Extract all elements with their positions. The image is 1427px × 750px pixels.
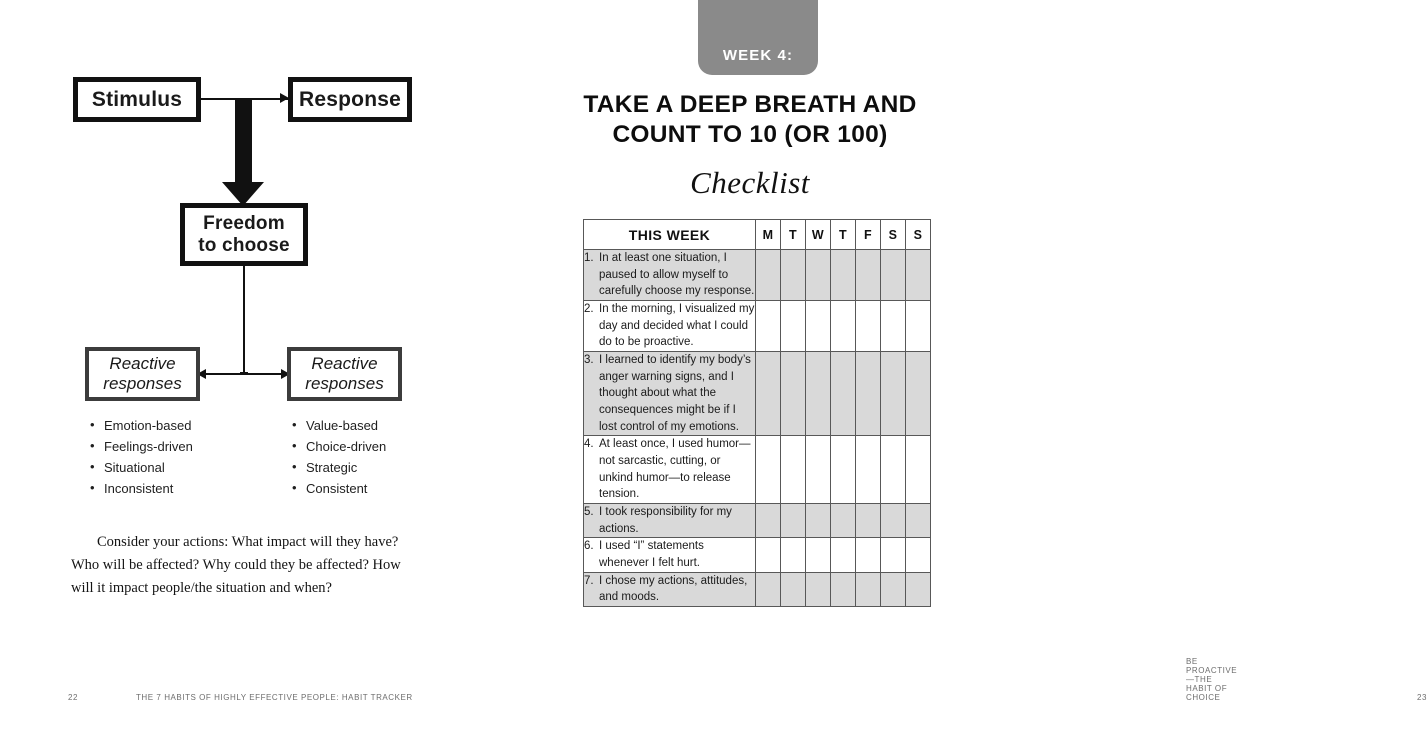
- checklist-table-wrapper: [583, 219, 931, 607]
- diagram-box-reactive-responses-left: [85, 347, 200, 401]
- page-title: [530, 90, 970, 150]
- checklist-table-head: [584, 220, 931, 250]
- diagram-box-freedom-label-line2: to choose: [198, 234, 290, 256]
- checklist-task-number: 2.: [584, 303, 594, 316]
- checklist-day-checkbox-cell[interactable]: [831, 436, 856, 504]
- checklist-header-day: S: [906, 220, 931, 250]
- checklist-day-checkbox-cell[interactable]: [906, 352, 931, 436]
- checklist-day-checkbox-cell[interactable]: [906, 504, 931, 538]
- checklist-task-text: I learned to identify my body’s anger warning signs, and I thought about what the consequences might be if I lost control of my emotions.: [599, 354, 751, 433]
- diagram-box-freedom-to-choose: [180, 203, 308, 266]
- checklist-task-number: 7.: [584, 574, 594, 587]
- diagram-box-response-label: Response: [299, 87, 401, 111]
- checklist-day-checkbox-cell[interactable]: [881, 352, 906, 436]
- checklist-day-checkbox-cell[interactable]: [906, 301, 931, 352]
- bullet-list-left: [90, 415, 193, 499]
- checklist-day-checkbox-cell[interactable]: [881, 572, 906, 606]
- checklist-task-text: I chose my actions, attitudes, and moods.: [599, 574, 748, 604]
- table-row: [584, 301, 931, 352]
- bullet-item: • Feelings-driven: [90, 436, 193, 457]
- checklist-day-checkbox-cell[interactable]: [781, 301, 806, 352]
- checklist-day-checkbox-cell[interactable]: [881, 436, 906, 504]
- checklist-task-number: 3.: [584, 354, 594, 367]
- checklist-task-number: 5.: [584, 506, 594, 519]
- checklist-task-cell: [584, 436, 756, 504]
- bullet-item: • Choice-driven: [292, 436, 386, 457]
- bullet-item: • Emotion-based: [90, 415, 193, 436]
- checklist-day-checkbox-cell[interactable]: [806, 352, 831, 436]
- checklist-header-day: M: [756, 220, 781, 250]
- checklist-day-checkbox-cell[interactable]: [756, 436, 781, 504]
- week-badge: [698, 0, 818, 75]
- checklist-header-day: S: [881, 220, 906, 250]
- bullet-item: • Consistent: [292, 478, 386, 499]
- checklist-day-checkbox-cell[interactable]: [856, 436, 881, 504]
- checklist-task-cell: [584, 352, 756, 436]
- page-title-line1: TAKE A DEEP BREATH AND: [583, 91, 917, 118]
- bullet-list-right: [292, 415, 386, 499]
- checklist-header-day: T: [831, 220, 856, 250]
- checklist-task-number: 6.: [584, 540, 594, 553]
- checklist-header-day: F: [856, 220, 881, 250]
- footer-chapter-title: BE PROACTIVE—THE HABIT OF CHOICE: [1186, 657, 1238, 702]
- checklist-day-checkbox-cell[interactable]: [756, 301, 781, 352]
- checklist-day-checkbox-cell[interactable]: [756, 504, 781, 538]
- checklist-day-checkbox-cell[interactable]: [756, 538, 781, 572]
- diagram-box-freedom-label-line1: Freedom: [203, 212, 285, 234]
- footer-page-number-left: 22: [68, 693, 78, 702]
- diagram-box-stimulus: [73, 77, 201, 122]
- checklist-day-checkbox-cell[interactable]: [756, 572, 781, 606]
- thick-arrow-shaft: [235, 99, 252, 187]
- right-page: [500, 0, 1427, 750]
- checklist-header-task: THIS WEEK: [584, 220, 756, 250]
- diagram-box-reactive-right-line1: Reactive: [311, 354, 378, 374]
- checklist-task-number: 1.: [584, 252, 594, 264]
- diagram-box-reactive-responses-right: [287, 347, 402, 401]
- checklist-day-checkbox-cell[interactable]: [781, 352, 806, 436]
- body-paragraph: Consider your actions: What impact will they have? Who will be affected? Why could they be affected? How will it impact people/the situation and when?: [71, 533, 401, 597]
- checklist-day-checkbox-cell[interactable]: [806, 538, 831, 572]
- checklist-day-checkbox-cell[interactable]: [756, 352, 781, 436]
- checklist-day-checkbox-cell[interactable]: [856, 250, 881, 301]
- checklist-task-number: 4.: [584, 438, 594, 451]
- checklist-day-checkbox-cell[interactable]: [881, 538, 906, 572]
- checklist-day-checkbox-cell[interactable]: [906, 436, 931, 504]
- diagram-box-stimulus-label: Stimulus: [91, 87, 183, 111]
- bullet-item: • Strategic: [292, 457, 386, 478]
- checklist-day-checkbox-cell[interactable]: [831, 572, 856, 606]
- checklist-day-checkbox-cell[interactable]: [781, 538, 806, 572]
- checklist-day-checkbox-cell[interactable]: [831, 250, 856, 301]
- diagram-box-response: [288, 77, 412, 122]
- table-row: [584, 436, 931, 504]
- checklist-day-checkbox-cell[interactable]: [856, 538, 881, 572]
- checklist-task-text: I used “I” statements whenever I felt hurt.: [599, 540, 704, 570]
- table-row: [584, 572, 931, 606]
- checklist-day-checkbox-cell[interactable]: [881, 504, 906, 538]
- checklist-day-checkbox-cell[interactable]: [831, 538, 856, 572]
- checklist-task-cell: [584, 572, 756, 606]
- checklist-day-checkbox-cell[interactable]: [831, 504, 856, 538]
- checklist-day-checkbox-cell[interactable]: [856, 352, 881, 436]
- diagram-box-reactive-left-line1: Reactive: [109, 354, 176, 374]
- checklist-day-checkbox-cell[interactable]: [856, 301, 881, 352]
- connector-freedom-down: [243, 266, 245, 374]
- bullet-item: • Inconsistent: [90, 478, 193, 499]
- checklist-task-text: In the morning, I visualized my day and decided what I could do to be proactive.: [599, 303, 755, 349]
- checklist-task-text: At least once, I used humor—not sarcastic, cutting, or unkind humor—to release tension.: [599, 438, 751, 501]
- checklist-day-checkbox-cell[interactable]: [781, 250, 806, 301]
- week-badge-label: WEEK 4:: [722, 47, 794, 64]
- checklist-task-cell: [584, 538, 756, 572]
- checklist-task-cell: [584, 301, 756, 352]
- checklist-day-checkbox-cell[interactable]: [756, 250, 781, 301]
- checklist-day-checkbox-cell[interactable]: [806, 250, 831, 301]
- checklist-table: [583, 219, 931, 607]
- diagram-box-reactive-left-line2: responses: [103, 374, 182, 393]
- checklist-day-checkbox-cell[interactable]: [856, 504, 881, 538]
- page-title-line2: COUNT TO 10 (OR 100): [612, 120, 888, 148]
- left-page: [0, 0, 500, 750]
- checklist-day-checkbox-cell[interactable]: [806, 301, 831, 352]
- footer-page-number-right: 23: [1417, 693, 1427, 702]
- checklist-day-checkbox-cell[interactable]: [806, 436, 831, 504]
- footer-book-title: THE 7 HABITS OF HIGHLY EFFECTIVE PEOPLE: HABIT TRACKER: [136, 693, 413, 702]
- checklist-day-checkbox-cell[interactable]: [856, 572, 881, 606]
- checklist-task-text: I took responsibility for my actions.: [599, 506, 732, 535]
- section-heading-checklist: Checklist: [690, 165, 810, 200]
- checklist-task-text: In at least one situation, I paused to allow myself to carefully choose my response.: [599, 252, 755, 298]
- diagram-box-reactive-right-line2: responses: [305, 374, 384, 393]
- checklist-day-checkbox-cell[interactable]: [781, 436, 806, 504]
- table-row: [584, 504, 931, 538]
- checklist-day-checkbox-cell[interactable]: [831, 301, 856, 352]
- checklist-day-checkbox-cell[interactable]: [781, 572, 806, 606]
- connector-between-reactive-boxes: [199, 373, 289, 375]
- checklist-day-checkbox-cell[interactable]: [781, 504, 806, 538]
- checklist-day-checkbox-cell[interactable]: [906, 572, 931, 606]
- checklist-task-cell: [584, 504, 756, 538]
- checklist-day-checkbox-cell[interactable]: [906, 538, 931, 572]
- table-row: [584, 352, 931, 436]
- checklist-day-checkbox-cell[interactable]: [906, 250, 931, 301]
- checklist-table-body: [584, 250, 931, 607]
- stimulus-response-diagram: [0, 0, 500, 500]
- checklist-day-checkbox-cell[interactable]: [881, 301, 906, 352]
- table-row: [584, 250, 931, 301]
- checklist-header-day: W: [806, 220, 831, 250]
- bullet-item: • Situational: [90, 457, 193, 478]
- checklist-header-row: [584, 220, 931, 250]
- checklist-header-day: T: [781, 220, 806, 250]
- checklist-day-checkbox-cell[interactable]: [831, 352, 856, 436]
- checklist-task-cell: [584, 250, 756, 301]
- checklist-day-checkbox-cell[interactable]: [881, 250, 906, 301]
- checklist-day-checkbox-cell[interactable]: [806, 504, 831, 538]
- checklist-day-checkbox-cell[interactable]: [806, 572, 831, 606]
- bullet-item: • Value-based: [292, 415, 386, 436]
- table-row: [584, 538, 931, 572]
